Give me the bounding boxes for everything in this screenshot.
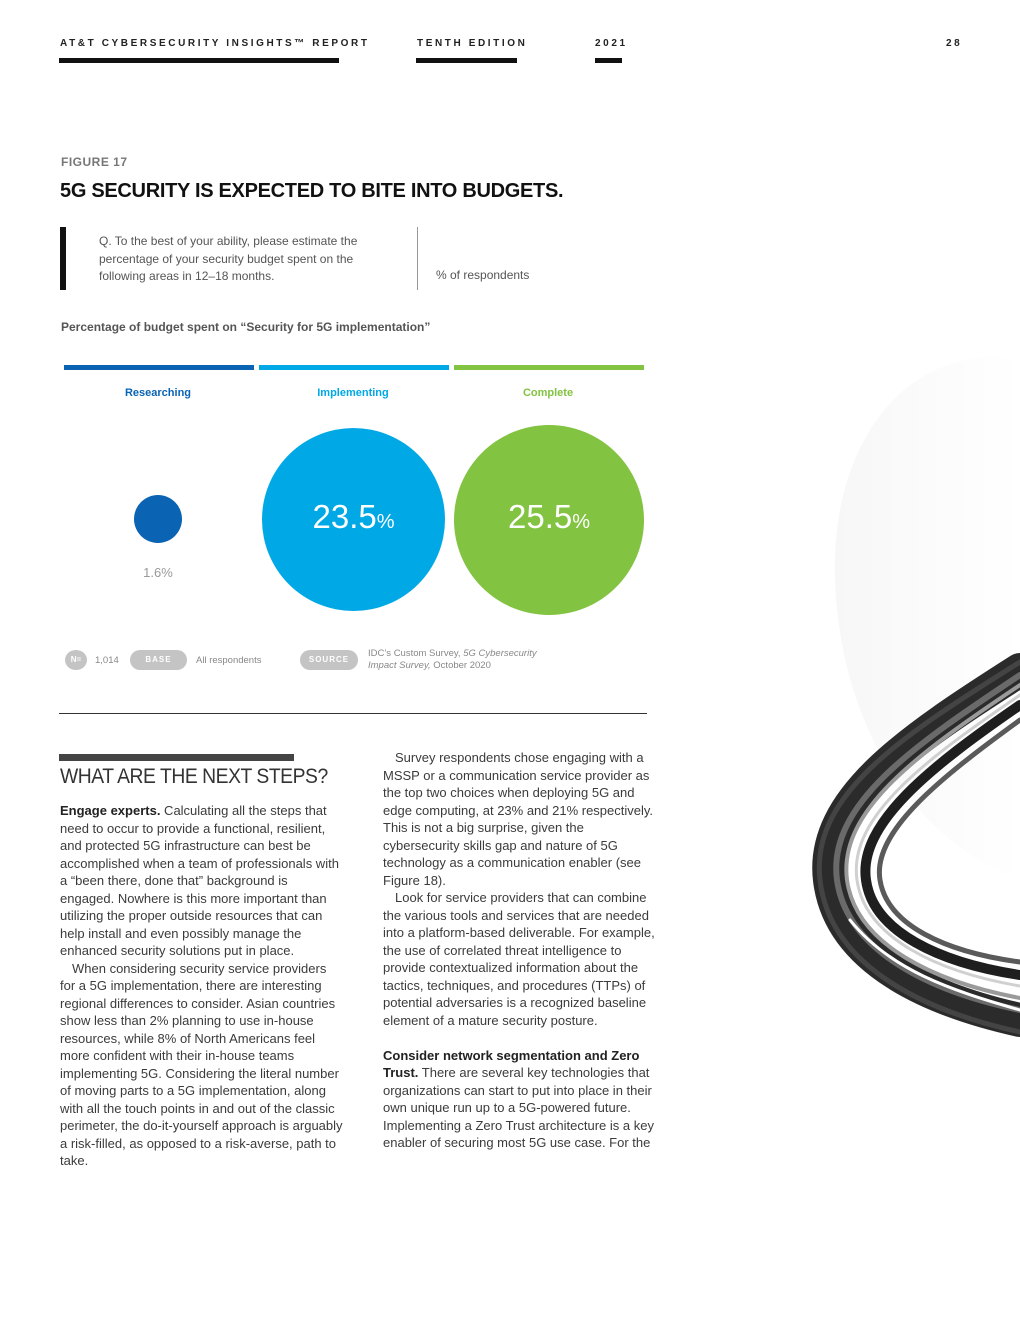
chart-subtitle: Percentage of budget spent on “Security for 5G implementation”	[61, 320, 431, 334]
column-bar-implementing	[259, 365, 449, 370]
percent-sign: %	[572, 511, 591, 533]
figure-bottom-rule	[59, 713, 647, 714]
report-title: AT&T CYBERSECURITY INSIGHTS™ REPORT	[60, 38, 370, 49]
value-label-implementing: 23.5%	[312, 498, 395, 535]
header-rule-edition	[416, 58, 517, 63]
body-column-left	[60, 802, 345, 1170]
header-rule-year	[595, 58, 622, 63]
paragraph-engage-experts: Engage experts. Calculating all the steps that need to occur to provide a functional, resilient, and protected 5G infrastructure can best be accomplished when a team of professionals with a “been there, done that” background is engaged. Nowhere is this more important than utilizing the proper outside resources that can help install and even possibly manage the enhanced security solutions put in place.	[60, 803, 339, 958]
value-label-complete: 25.5%	[507, 498, 591, 535]
base-value: All respondents	[196, 655, 262, 666]
figure-title: 5G SECURITY IS EXPECTED TO BITE INTO BUDGETS.	[60, 180, 564, 202]
figure-label: FIGURE 17	[61, 155, 128, 169]
n-badge: N=	[65, 650, 87, 670]
decorative-swirl-illustration	[790, 320, 1020, 1080]
body-column-right	[383, 749, 658, 1152]
page-number: 28	[946, 38, 963, 49]
section-heading: WHAT ARE THE NEXT STEPS?	[60, 765, 328, 788]
percent-sign: %	[376, 511, 395, 533]
value-label-researching: 1.6%	[143, 565, 173, 580]
paragraph-platform-providers: Look for service providers that can combine the various tools and services that are needed into a platform-based deliverable. For example, the use of correlated threat intelligence to provide contextualized information about the tactics, techniques, and procedures (TTPs) of potential adversaries is a recognized baseline element of a mature security posture.	[383, 890, 655, 1028]
column-bar-complete	[454, 365, 644, 370]
n-value: 1,014	[95, 655, 119, 666]
source-text: IDC’s Custom Survey, 5G Cybersecurity Impact Survey, October 2020	[368, 648, 537, 671]
section-accent-bar	[59, 754, 294, 761]
category-label-complete: Complete	[522, 387, 574, 399]
edition-label: TENTH EDITION	[417, 38, 528, 49]
paragraph-survey-respondents: Survey respondents chose engaging with a MSSP or a communication service provider as the top two choices when deploying 5G and edge computing, at 23% and 21% respectively. This is not a big surprise, given the cybersecurity skills gap and nature of 5G technology as a communication enabler (see Figure 18).	[383, 750, 654, 888]
base-badge: BASE	[130, 650, 187, 670]
respondents-label: % of respondents	[436, 268, 530, 282]
bubble-researching	[134, 495, 182, 543]
category-label-researching: Researching	[124, 387, 192, 399]
paragraph-zero-trust: Consider network segmentation and Zero Trust. There are several key technologies that organizations can start to put into place in their own unique run up to a 5G-powered future. Implementing a Zero Trust architecture is a key enabler of securing most 5G use case. For the	[383, 1047, 654, 1150]
header-rule-title	[59, 58, 339, 63]
source-badge: SOURCE	[300, 650, 358, 670]
question-divider	[417, 227, 418, 290]
survey-question: Q. To the best of your ability, please estimate the percentage of your security budget spent on the following areas in 12–18 months.	[99, 234, 358, 283]
column-bar-researching	[64, 365, 254, 370]
paragraph-service-providers: When considering security service providers for a 5G implementation, there are interesting regional differences to consider. Asian countries show less than 2% planning to use in-house resources, while 8% of North Americans feel more confident with their in-house teams implementing 5G. Considering the literal number of moving parts to a 5G implementation, along with all the touch points in and out of the classic perimeter, the do-it-yourself approach is arguably a risk-filled, as opposed to a risk-averse, path to take.	[60, 960, 343, 1168]
question-accent-bar	[60, 227, 66, 290]
category-label-implementing: Implementing	[317, 387, 389, 399]
year-label: 2021	[595, 38, 628, 49]
